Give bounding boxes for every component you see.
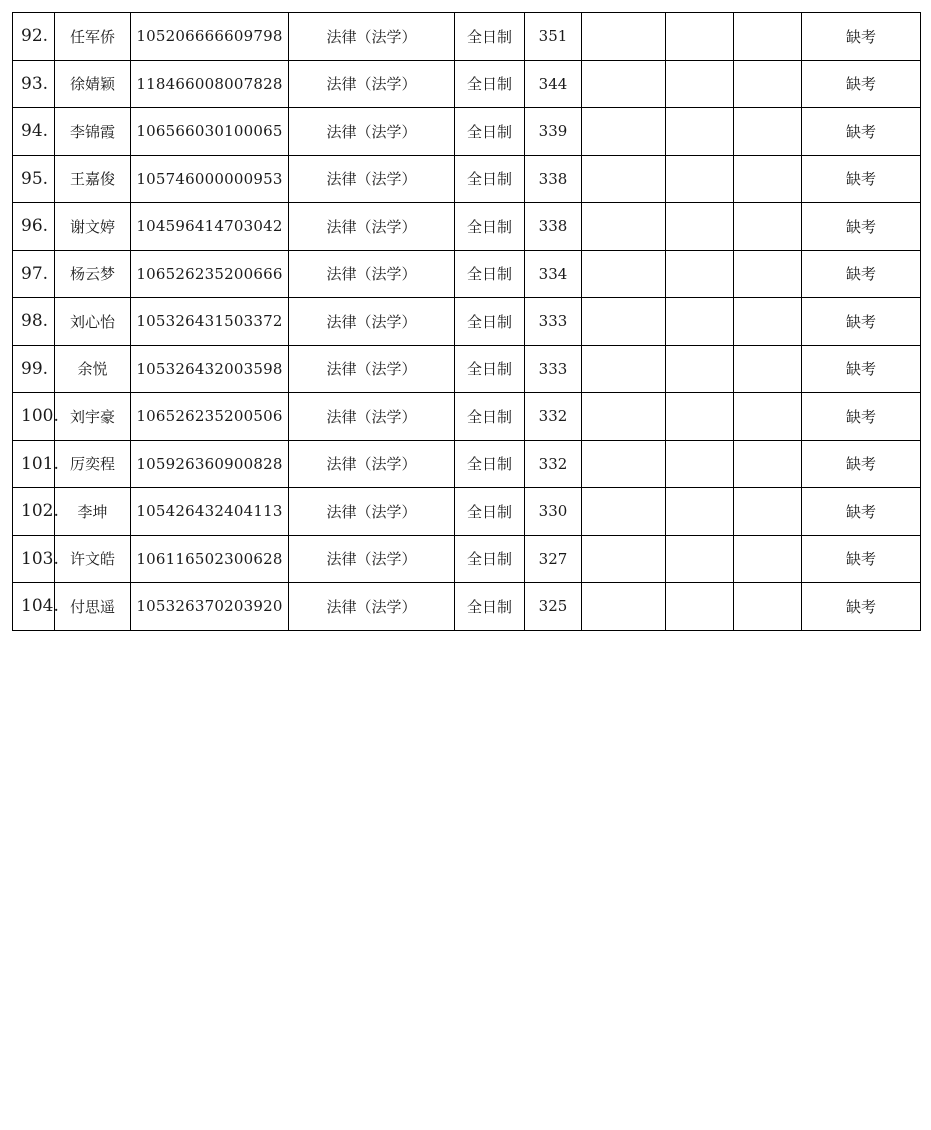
row-number: 94. bbox=[13, 108, 55, 156]
blank-cell-3 bbox=[734, 488, 802, 536]
table-row bbox=[13, 583, 921, 631]
exam-id: 118466008007828 bbox=[131, 60, 289, 108]
remark: 缺考 bbox=[802, 108, 921, 156]
major: 法律（法学） bbox=[289, 488, 455, 536]
blank-cell-1 bbox=[582, 393, 666, 441]
score: 332 bbox=[525, 440, 582, 488]
blank-cell-3 bbox=[734, 203, 802, 251]
blank-cell-1 bbox=[582, 108, 666, 156]
blank-cell-3 bbox=[734, 393, 802, 441]
row-number: 98. bbox=[13, 298, 55, 346]
blank-cell-2 bbox=[666, 440, 734, 488]
blank-cell-3 bbox=[734, 155, 802, 203]
row-number: 96. bbox=[13, 203, 55, 251]
row-number: 104. bbox=[13, 583, 55, 631]
major: 法律（法学） bbox=[289, 583, 455, 631]
row-number: 99. bbox=[13, 345, 55, 393]
score: 344 bbox=[525, 60, 582, 108]
blank-cell-1 bbox=[582, 535, 666, 583]
candidate-name: 厉奕程 bbox=[55, 440, 131, 488]
study-mode: 全日制 bbox=[455, 203, 525, 251]
study-mode: 全日制 bbox=[455, 488, 525, 536]
row-number: 93. bbox=[13, 60, 55, 108]
major: 法律（法学） bbox=[289, 108, 455, 156]
score: 339 bbox=[525, 108, 582, 156]
blank-cell-1 bbox=[582, 250, 666, 298]
row-number: 92. bbox=[13, 13, 55, 61]
blank-cell-2 bbox=[666, 60, 734, 108]
study-mode: 全日制 bbox=[455, 298, 525, 346]
blank-cell-2 bbox=[666, 13, 734, 61]
study-mode: 全日制 bbox=[455, 535, 525, 583]
major: 法律（法学） bbox=[289, 393, 455, 441]
exam-id: 105206666609798 bbox=[131, 13, 289, 61]
score: 338 bbox=[525, 155, 582, 203]
table-row bbox=[13, 155, 921, 203]
exam-id: 105746000000953 bbox=[131, 155, 289, 203]
blank-cell-2 bbox=[666, 108, 734, 156]
table-row bbox=[13, 13, 921, 61]
candidate-name: 李坤 bbox=[55, 488, 131, 536]
exam-id: 106116502300628 bbox=[131, 535, 289, 583]
exam-id: 105926360900828 bbox=[131, 440, 289, 488]
remark: 缺考 bbox=[802, 13, 921, 61]
table-row bbox=[13, 60, 921, 108]
table-row bbox=[13, 440, 921, 488]
blank-cell-1 bbox=[582, 203, 666, 251]
study-mode: 全日制 bbox=[455, 60, 525, 108]
major: 法律（法学） bbox=[289, 60, 455, 108]
remark: 缺考 bbox=[802, 250, 921, 298]
candidate-name: 杨云梦 bbox=[55, 250, 131, 298]
blank-cell-3 bbox=[734, 440, 802, 488]
blank-cell-3 bbox=[734, 13, 802, 61]
blank-cell-1 bbox=[582, 345, 666, 393]
table-row bbox=[13, 488, 921, 536]
score: 325 bbox=[525, 583, 582, 631]
blank-cell-2 bbox=[666, 345, 734, 393]
row-number: 97. bbox=[13, 250, 55, 298]
major: 法律（法学） bbox=[289, 13, 455, 61]
blank-cell-3 bbox=[734, 535, 802, 583]
remark: 缺考 bbox=[802, 393, 921, 441]
table-row bbox=[13, 203, 921, 251]
score: 327 bbox=[525, 535, 582, 583]
score: 334 bbox=[525, 250, 582, 298]
blank-cell-2 bbox=[666, 488, 734, 536]
row-number: 102. bbox=[13, 488, 55, 536]
blank-cell-1 bbox=[582, 298, 666, 346]
blank-cell-2 bbox=[666, 583, 734, 631]
remark: 缺考 bbox=[802, 345, 921, 393]
study-mode: 全日制 bbox=[455, 393, 525, 441]
row-number: 100. bbox=[13, 393, 55, 441]
study-mode: 全日制 bbox=[455, 155, 525, 203]
major: 法律（法学） bbox=[289, 535, 455, 583]
remark: 缺考 bbox=[802, 535, 921, 583]
major: 法律（法学） bbox=[289, 345, 455, 393]
roster-body bbox=[13, 13, 921, 631]
remark: 缺考 bbox=[802, 298, 921, 346]
remark: 缺考 bbox=[802, 583, 921, 631]
row-number: 101. bbox=[13, 440, 55, 488]
blank-cell-3 bbox=[734, 108, 802, 156]
candidate-name: 许文皓 bbox=[55, 535, 131, 583]
blank-cell-2 bbox=[666, 155, 734, 203]
candidate-name: 付思遥 bbox=[55, 583, 131, 631]
blank-cell-1 bbox=[582, 583, 666, 631]
candidate-name: 谢文婷 bbox=[55, 203, 131, 251]
candidate-name: 刘心怡 bbox=[55, 298, 131, 346]
blank-cell-3 bbox=[734, 298, 802, 346]
remark: 缺考 bbox=[802, 203, 921, 251]
major: 法律（法学） bbox=[289, 203, 455, 251]
blank-cell-1 bbox=[582, 60, 666, 108]
study-mode: 全日制 bbox=[455, 440, 525, 488]
study-mode: 全日制 bbox=[455, 583, 525, 631]
table-row bbox=[13, 535, 921, 583]
candidate-name: 徐婧颖 bbox=[55, 60, 131, 108]
major: 法律（法学） bbox=[289, 298, 455, 346]
exam-id: 105326370203920 bbox=[131, 583, 289, 631]
table-row bbox=[13, 298, 921, 346]
remark: 缺考 bbox=[802, 155, 921, 203]
major: 法律（法学） bbox=[289, 155, 455, 203]
major: 法律（法学） bbox=[289, 440, 455, 488]
table-row bbox=[13, 108, 921, 156]
blank-cell-1 bbox=[582, 13, 666, 61]
study-mode: 全日制 bbox=[455, 345, 525, 393]
study-mode: 全日制 bbox=[455, 250, 525, 298]
candidate-name: 李锦霞 bbox=[55, 108, 131, 156]
blank-cell-1 bbox=[582, 488, 666, 536]
remark: 缺考 bbox=[802, 440, 921, 488]
blank-cell-3 bbox=[734, 60, 802, 108]
candidate-name: 刘宇豪 bbox=[55, 393, 131, 441]
blank-cell-2 bbox=[666, 393, 734, 441]
blank-cell-3 bbox=[734, 583, 802, 631]
score: 333 bbox=[525, 345, 582, 393]
score: 351 bbox=[525, 13, 582, 61]
table-row bbox=[13, 345, 921, 393]
remark: 缺考 bbox=[802, 488, 921, 536]
table-row bbox=[13, 250, 921, 298]
candidate-name: 任军侨 bbox=[55, 13, 131, 61]
row-number: 103. bbox=[13, 535, 55, 583]
blank-cell-3 bbox=[734, 345, 802, 393]
remark: 缺考 bbox=[802, 60, 921, 108]
exam-id: 105326432003598 bbox=[131, 345, 289, 393]
blank-cell-1 bbox=[582, 440, 666, 488]
blank-cell-1 bbox=[582, 155, 666, 203]
blank-cell-2 bbox=[666, 535, 734, 583]
candidate-name: 余悦 bbox=[55, 345, 131, 393]
score: 330 bbox=[525, 488, 582, 536]
exam-id: 105426432404113 bbox=[131, 488, 289, 536]
exam-id: 104596414703042 bbox=[131, 203, 289, 251]
score: 332 bbox=[525, 393, 582, 441]
exam-id: 106526235200666 bbox=[131, 250, 289, 298]
score: 338 bbox=[525, 203, 582, 251]
study-mode: 全日制 bbox=[455, 13, 525, 61]
blank-cell-2 bbox=[666, 298, 734, 346]
blank-cell-2 bbox=[666, 250, 734, 298]
score: 333 bbox=[525, 298, 582, 346]
blank-cell-2 bbox=[666, 203, 734, 251]
study-mode: 全日制 bbox=[455, 108, 525, 156]
roster-table bbox=[12, 12, 921, 631]
row-number: 95. bbox=[13, 155, 55, 203]
exam-id: 106566030100065 bbox=[131, 108, 289, 156]
exam-id: 105326431503372 bbox=[131, 298, 289, 346]
major: 法律（法学） bbox=[289, 250, 455, 298]
exam-id: 106526235200506 bbox=[131, 393, 289, 441]
candidate-name: 王嘉俊 bbox=[55, 155, 131, 203]
blank-cell-3 bbox=[734, 250, 802, 298]
table-row bbox=[13, 393, 921, 441]
